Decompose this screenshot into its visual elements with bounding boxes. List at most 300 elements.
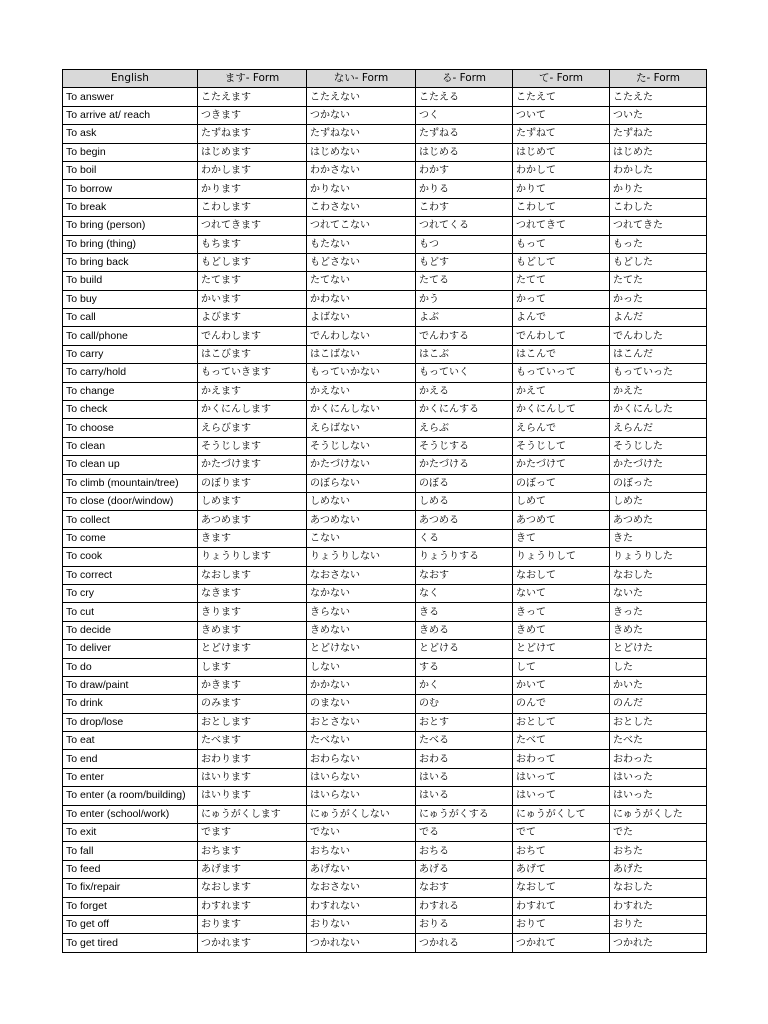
nai-form-cell: おりない [307, 915, 416, 933]
ta-form-cell: おりた [610, 915, 707, 933]
nai-form-cell: とどけない [307, 640, 416, 658]
te-form-cell: おりて [513, 915, 610, 933]
english-cell: To cut [63, 603, 198, 621]
nai-form-cell: かくにんしない [307, 401, 416, 419]
table-row [63, 106, 707, 124]
te-form-cell: かえて [513, 382, 610, 400]
english-cell: To boil [63, 161, 198, 179]
ta-form-cell: たべた [610, 732, 707, 750]
ru-form-cell: おとす [416, 713, 513, 731]
english-cell: To bring back [63, 253, 198, 271]
masu-form-cell: かきます [198, 676, 307, 694]
nai-form-cell: はじめない [307, 143, 416, 161]
english-cell: To answer [63, 88, 198, 106]
nai-form-cell: たべない [307, 732, 416, 750]
ta-form-cell: はじめた [610, 143, 707, 161]
english-cell: To enter (a room/building) [63, 787, 198, 805]
ta-form-cell: でた [610, 824, 707, 842]
table-row [63, 603, 707, 621]
nai-form-cell: きめない [307, 621, 416, 639]
english-cell: To call/phone [63, 327, 198, 345]
ta-form-cell: のんだ [610, 695, 707, 713]
english-cell: To collect [63, 511, 198, 529]
te-form-cell: なおして [513, 566, 610, 584]
ru-form-cell: つく [416, 106, 513, 124]
nai-form-cell: おちない [307, 842, 416, 860]
ta-form-cell: よんだ [610, 309, 707, 327]
nai-form-cell: えらばない [307, 419, 416, 437]
nai-form-cell: かわない [307, 290, 416, 308]
te-form-cell: のんで [513, 695, 610, 713]
masu-form-cell: わすれます [198, 897, 307, 915]
masu-form-cell: もどします [198, 253, 307, 271]
masu-form-cell: なおします [198, 879, 307, 897]
table-body [63, 88, 707, 952]
ru-form-cell: よぶ [416, 309, 513, 327]
nai-form-cell: かりない [307, 180, 416, 198]
table-row [63, 437, 707, 455]
english-cell: To close (door/window) [63, 492, 198, 510]
ru-form-cell: きる [416, 603, 513, 621]
nai-form-cell: もたない [307, 235, 416, 253]
ru-form-cell: なおす [416, 566, 513, 584]
english-cell: To clean [63, 437, 198, 455]
table-row [63, 327, 707, 345]
ru-form-cell: なく [416, 584, 513, 602]
te-form-cell: りょうりして [513, 548, 610, 566]
masu-form-cell: はいります [198, 768, 307, 786]
table-row [63, 290, 707, 308]
ta-form-cell: はいった [610, 787, 707, 805]
table-row [63, 713, 707, 731]
ru-form-cell: はこぶ [416, 345, 513, 363]
nai-form-cell: でない [307, 824, 416, 842]
ru-form-cell: はじめる [416, 143, 513, 161]
masu-form-cell: のみます [198, 695, 307, 713]
ta-form-cell: のぼった [610, 474, 707, 492]
nai-form-cell: でんわしない [307, 327, 416, 345]
table-row [63, 897, 707, 915]
english-cell: To exit [63, 824, 198, 842]
masu-form-cell: つきます [198, 106, 307, 124]
header-ta-form: た- Form [610, 70, 707, 88]
table-row [63, 842, 707, 860]
english-cell: To break [63, 198, 198, 216]
table-row [63, 750, 707, 768]
ta-form-cell: おとした [610, 713, 707, 731]
table-row [63, 345, 707, 363]
te-form-cell: もって [513, 235, 610, 253]
ta-form-cell: ないた [610, 584, 707, 602]
nai-form-cell: こわさない [307, 198, 416, 216]
ta-form-cell: あつめた [610, 511, 707, 529]
te-form-cell: はいって [513, 787, 610, 805]
ru-form-cell: あげる [416, 860, 513, 878]
table-row [63, 640, 707, 658]
english-cell: To build [63, 272, 198, 290]
ta-form-cell: たずねた [610, 125, 707, 143]
te-form-cell: たずねて [513, 125, 610, 143]
masu-form-cell: なきます [198, 584, 307, 602]
masu-form-cell: つれてきます [198, 217, 307, 235]
english-cell: To enter (school/work) [63, 805, 198, 823]
table-row [63, 125, 707, 143]
ru-form-cell: する [416, 658, 513, 676]
ta-form-cell: たてた [610, 272, 707, 290]
nai-form-cell: はいらない [307, 768, 416, 786]
nai-form-cell: はいらない [307, 787, 416, 805]
table-row [63, 529, 707, 547]
english-cell: To deliver [63, 640, 198, 658]
te-form-cell: えらんで [513, 419, 610, 437]
ta-form-cell: にゅうがくした [610, 805, 707, 823]
ta-form-cell: かいた [610, 676, 707, 694]
ta-form-cell: ついた [610, 106, 707, 124]
nai-form-cell: なかない [307, 584, 416, 602]
ru-form-cell: たずねる [416, 125, 513, 143]
ru-form-cell: もどす [416, 253, 513, 271]
english-cell: To begin [63, 143, 198, 161]
table-row [63, 548, 707, 566]
ta-form-cell: りょうりした [610, 548, 707, 566]
nai-form-cell: もどさない [307, 253, 416, 271]
table-row [63, 253, 707, 271]
nai-form-cell: しめない [307, 492, 416, 510]
masu-form-cell: たべます [198, 732, 307, 750]
table-row [63, 732, 707, 750]
english-cell: To correct [63, 566, 198, 584]
te-form-cell: はじめて [513, 143, 610, 161]
nai-form-cell: たてない [307, 272, 416, 290]
table-row [63, 915, 707, 933]
ru-form-cell: かたづける [416, 456, 513, 474]
ru-form-cell: かえる [416, 382, 513, 400]
ru-form-cell: もつ [416, 235, 513, 253]
ru-form-cell: わかす [416, 161, 513, 179]
ru-form-cell: わすれる [416, 897, 513, 915]
nai-form-cell: なおさない [307, 566, 416, 584]
ru-form-cell: でる [416, 824, 513, 842]
table-row [63, 824, 707, 842]
te-form-cell: でて [513, 824, 610, 842]
table-row [63, 88, 707, 106]
english-cell: To cook [63, 548, 198, 566]
masu-form-cell: こたえます [198, 88, 307, 106]
ru-form-cell: かりる [416, 180, 513, 198]
ta-form-cell: つれてきた [610, 217, 707, 235]
masu-form-cell: しめます [198, 492, 307, 510]
ta-form-cell: かくにんした [610, 401, 707, 419]
ru-form-cell: こわす [416, 198, 513, 216]
ru-form-cell: つかれる [416, 934, 513, 952]
te-form-cell: たべて [513, 732, 610, 750]
ru-form-cell: こたえる [416, 88, 513, 106]
table-row [63, 805, 707, 823]
table-row [63, 492, 707, 510]
ta-form-cell: しめた [610, 492, 707, 510]
ru-form-cell: つれてくる [416, 217, 513, 235]
nai-form-cell: そうじしない [307, 437, 416, 455]
masu-form-cell: はいります [198, 787, 307, 805]
header-masu-form: ます- Form [198, 70, 307, 88]
ru-form-cell: そうじする [416, 437, 513, 455]
verb-conjugation-table [62, 69, 707, 953]
te-form-cell: にゅうがくして [513, 805, 610, 823]
nai-form-cell: わすれない [307, 897, 416, 915]
ta-form-cell: はいった [610, 768, 707, 786]
te-form-cell: のぼって [513, 474, 610, 492]
te-form-cell: こわして [513, 198, 610, 216]
masu-form-cell: えらびます [198, 419, 307, 437]
nai-form-cell: つれてこない [307, 217, 416, 235]
header-ru-form: る- Form [416, 70, 513, 88]
english-cell: To decide [63, 621, 198, 639]
masu-form-cell: なおします [198, 566, 307, 584]
ru-form-cell: のぼる [416, 474, 513, 492]
te-form-cell: して [513, 658, 610, 676]
ru-form-cell: おちる [416, 842, 513, 860]
ru-form-cell: えらぶ [416, 419, 513, 437]
masu-form-cell: そうじします [198, 437, 307, 455]
te-form-cell: でんわして [513, 327, 610, 345]
te-form-cell: かくにんして [513, 401, 610, 419]
masu-form-cell: あつめます [198, 511, 307, 529]
nai-form-cell: のぼらない [307, 474, 416, 492]
ru-form-cell: きめる [416, 621, 513, 639]
masu-form-cell: きります [198, 603, 307, 621]
header-nai-form: ない- Form [307, 70, 416, 88]
masu-form-cell: かえます [198, 382, 307, 400]
te-form-cell: つかれて [513, 934, 610, 952]
ru-form-cell: もっていく [416, 364, 513, 382]
te-form-cell: はこんで [513, 345, 610, 363]
nai-form-cell: りょうりしない [307, 548, 416, 566]
table-row [63, 198, 707, 216]
table-row [63, 768, 707, 786]
masu-form-cell: でます [198, 824, 307, 842]
header-te-form: て- Form [513, 70, 610, 88]
ru-form-cell: りょうりする [416, 548, 513, 566]
ta-form-cell: はこんだ [610, 345, 707, 363]
nai-form-cell: にゅうがくしない [307, 805, 416, 823]
te-form-cell: あつめて [513, 511, 610, 529]
english-cell: To call [63, 309, 198, 327]
te-form-cell: こたえて [513, 88, 610, 106]
ta-form-cell: なおした [610, 566, 707, 584]
nai-form-cell: しない [307, 658, 416, 676]
nai-form-cell: きらない [307, 603, 416, 621]
ru-form-cell: とどける [416, 640, 513, 658]
table-row [63, 456, 707, 474]
ta-form-cell: わすれた [610, 897, 707, 915]
english-cell: To get tired [63, 934, 198, 952]
ru-form-cell: のむ [416, 695, 513, 713]
english-cell: To draw/paint [63, 676, 198, 694]
header-english: English [63, 70, 198, 88]
english-cell: To buy [63, 290, 198, 308]
english-cell: To choose [63, 419, 198, 437]
ru-form-cell: かう [416, 290, 513, 308]
table-row [63, 382, 707, 400]
te-form-cell: かりて [513, 180, 610, 198]
ru-form-cell: たべる [416, 732, 513, 750]
table-row [63, 934, 707, 952]
masu-form-cell: かいます [198, 290, 307, 308]
ta-form-cell: あげた [610, 860, 707, 878]
nai-form-cell: わかさない [307, 161, 416, 179]
english-cell: To arrive at/ reach [63, 106, 198, 124]
ru-form-cell: はいる [416, 787, 513, 805]
ru-form-cell: かくにんする [416, 401, 513, 419]
masu-form-cell: おわります [198, 750, 307, 768]
nai-form-cell: かたづけない [307, 456, 416, 474]
table-row [63, 860, 707, 878]
masu-form-cell: りょうりします [198, 548, 307, 566]
te-form-cell: わすれて [513, 897, 610, 915]
ta-form-cell: きめた [610, 621, 707, 639]
nai-form-cell: こない [307, 529, 416, 547]
table-row [63, 695, 707, 713]
english-cell: To drink [63, 695, 198, 713]
ta-form-cell: つかれた [610, 934, 707, 952]
te-form-cell: はいって [513, 768, 610, 786]
nai-form-cell: おわらない [307, 750, 416, 768]
masu-form-cell: たずねます [198, 125, 307, 143]
table-row [63, 235, 707, 253]
ta-form-cell: そうじした [610, 437, 707, 455]
masu-form-cell: おります [198, 915, 307, 933]
te-form-cell: かたづけて [513, 456, 610, 474]
table-row [63, 143, 707, 161]
te-form-cell: もどして [513, 253, 610, 271]
ru-form-cell: はいる [416, 768, 513, 786]
te-form-cell: きて [513, 529, 610, 547]
nai-form-cell: こたえない [307, 88, 416, 106]
english-cell: To check [63, 401, 198, 419]
nai-form-cell: よばない [307, 309, 416, 327]
ru-form-cell: しめる [416, 492, 513, 510]
ta-form-cell: こわした [610, 198, 707, 216]
header-row [63, 70, 707, 88]
english-cell: To drop/lose [63, 713, 198, 731]
masu-form-cell: もっていきます [198, 364, 307, 382]
ru-form-cell: おわる [416, 750, 513, 768]
table-row [63, 272, 707, 290]
nai-form-cell: はこばない [307, 345, 416, 363]
english-cell: To enter [63, 768, 198, 786]
te-form-cell: わかして [513, 161, 610, 179]
table-row [63, 658, 707, 676]
masu-form-cell: つかれます [198, 934, 307, 952]
english-cell: To do [63, 658, 198, 676]
ta-form-cell: わかした [610, 161, 707, 179]
english-cell: To clean up [63, 456, 198, 474]
nai-form-cell: つかない [307, 106, 416, 124]
masu-form-cell: します [198, 658, 307, 676]
te-form-cell: きめて [513, 621, 610, 639]
masu-form-cell: かくにんします [198, 401, 307, 419]
ru-form-cell: たてる [416, 272, 513, 290]
english-cell: To carry/hold [63, 364, 198, 382]
ta-form-cell: かえた [610, 382, 707, 400]
nai-form-cell: つかれない [307, 934, 416, 952]
te-form-cell: きって [513, 603, 610, 621]
masu-form-cell: もちます [198, 235, 307, 253]
ta-form-cell: かたづけた [610, 456, 707, 474]
table-row [63, 401, 707, 419]
masu-form-cell: たてます [198, 272, 307, 290]
masu-form-cell: きめます [198, 621, 307, 639]
nai-form-cell: のまない [307, 695, 416, 713]
masu-form-cell: よびます [198, 309, 307, 327]
table-row [63, 364, 707, 382]
masu-form-cell: にゅうがくします [198, 805, 307, 823]
english-cell: To carry [63, 345, 198, 363]
masu-form-cell: とどけます [198, 640, 307, 658]
te-form-cell: ついて [513, 106, 610, 124]
te-form-cell: そうじして [513, 437, 610, 455]
masu-form-cell: はこびます [198, 345, 307, 363]
english-cell: To feed [63, 860, 198, 878]
nai-form-cell: あげない [307, 860, 416, 878]
english-cell: To come [63, 529, 198, 547]
te-form-cell: おとして [513, 713, 610, 731]
ru-form-cell: あつめる [416, 511, 513, 529]
english-cell: To forget [63, 897, 198, 915]
ta-form-cell: かった [610, 290, 707, 308]
masu-form-cell: かたづけます [198, 456, 307, 474]
table-row [63, 161, 707, 179]
ta-form-cell: おちた [610, 842, 707, 860]
masu-form-cell: おとします [198, 713, 307, 731]
table-row [63, 217, 707, 235]
table-row [63, 511, 707, 529]
english-cell: To end [63, 750, 198, 768]
masu-form-cell: でんわします [198, 327, 307, 345]
te-form-cell: おわって [513, 750, 610, 768]
table-row [63, 787, 707, 805]
english-cell: To bring (thing) [63, 235, 198, 253]
te-form-cell: つれてきて [513, 217, 610, 235]
english-cell: To cry [63, 584, 198, 602]
ru-form-cell: かく [416, 676, 513, 694]
nai-form-cell: おとさない [307, 713, 416, 731]
ru-form-cell: おりる [416, 915, 513, 933]
te-form-cell: よんで [513, 309, 610, 327]
table-row [63, 419, 707, 437]
ru-form-cell: にゅうがくする [416, 805, 513, 823]
te-form-cell: かいて [513, 676, 610, 694]
english-cell: To fall [63, 842, 198, 860]
table-row [63, 180, 707, 198]
table-row [63, 584, 707, 602]
nai-form-cell: かえない [307, 382, 416, 400]
te-form-cell: かって [513, 290, 610, 308]
te-form-cell: なおして [513, 879, 610, 897]
te-form-cell: とどけて [513, 640, 610, 658]
ta-form-cell: きった [610, 603, 707, 621]
masu-form-cell: のぼります [198, 474, 307, 492]
masu-form-cell: わかします [198, 161, 307, 179]
nai-form-cell: かかない [307, 676, 416, 694]
english-cell: To ask [63, 125, 198, 143]
nai-form-cell: もっていかない [307, 364, 416, 382]
english-cell: To fix/repair [63, 879, 198, 897]
ta-form-cell: えらんだ [610, 419, 707, 437]
english-cell: To eat [63, 732, 198, 750]
masu-form-cell: きます [198, 529, 307, 547]
ta-form-cell: もどした [610, 253, 707, 271]
